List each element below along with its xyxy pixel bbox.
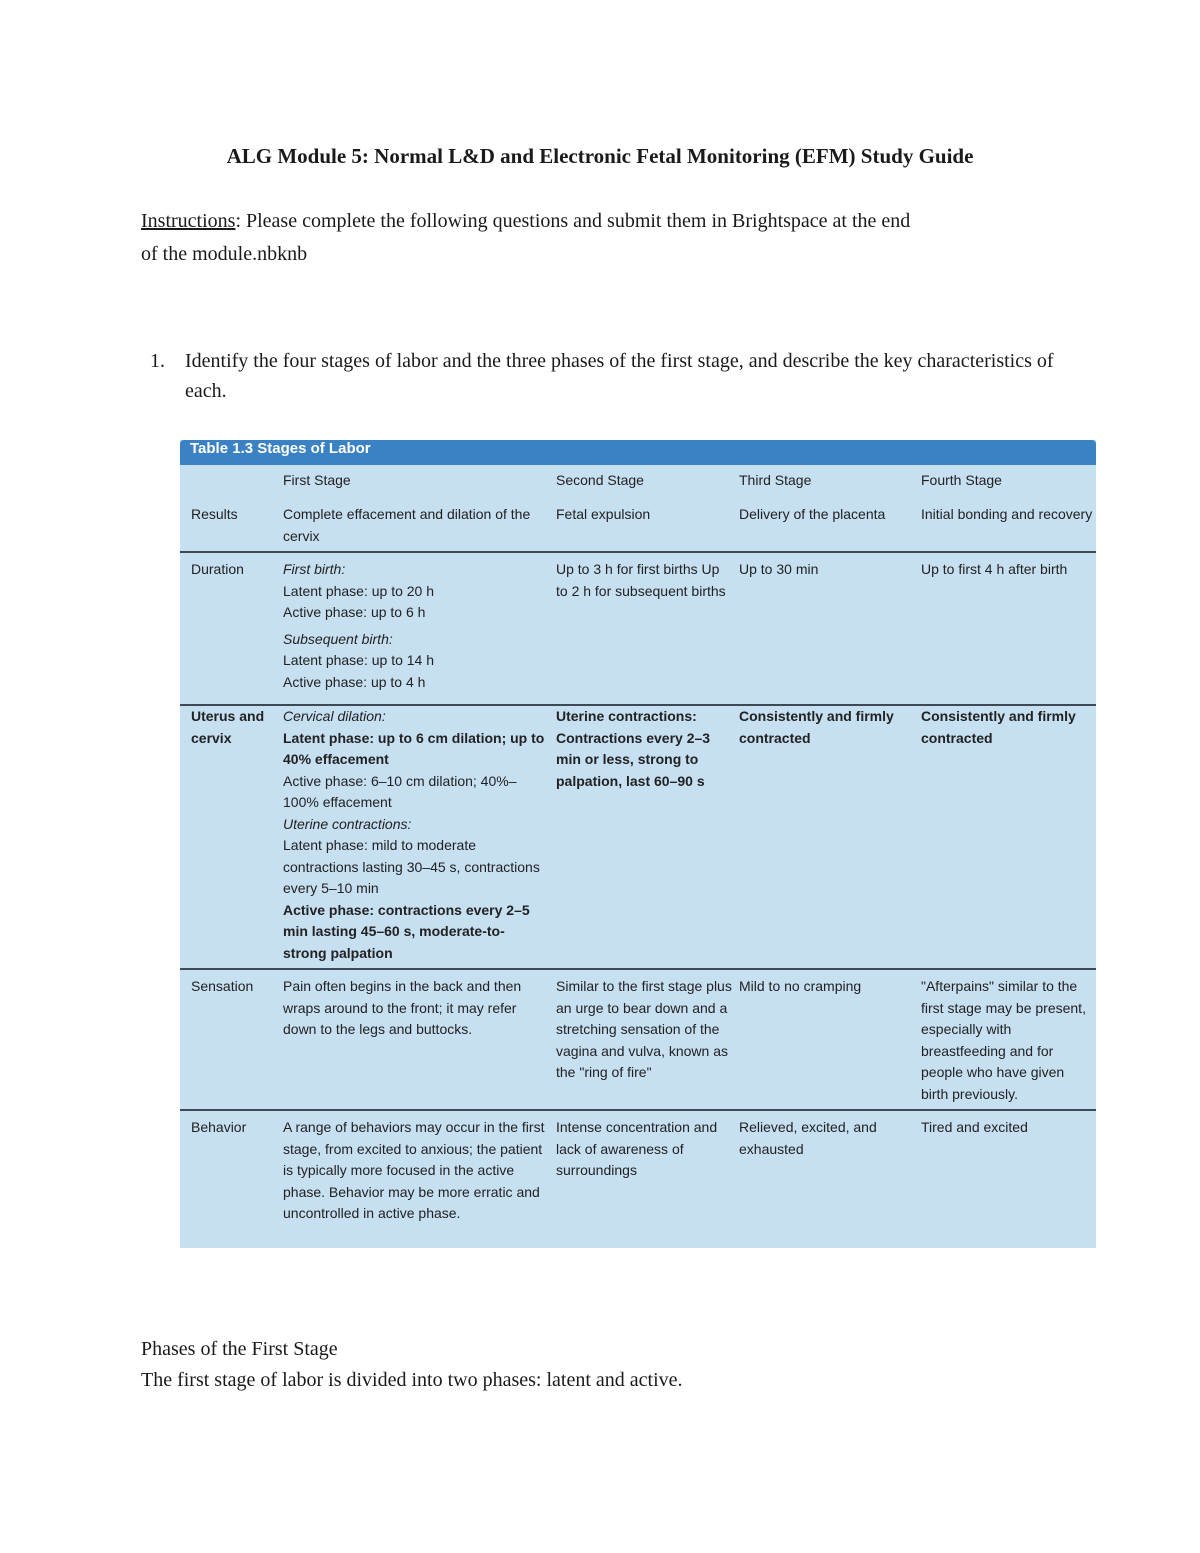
results-second: Fetal expulsion <box>556 506 651 522</box>
uterus-fourth: Consistently and firmly contracted <box>921 708 1076 746</box>
table-header-row <box>180 469 1096 553</box>
uterus-first-line2: Active phase: 6–10 cm dilation; 40%–100% effacement <box>283 772 517 810</box>
header-third-stage: Third Stage <box>739 472 812 488</box>
row-label-uterus: Uterus and cervix <box>191 708 265 746</box>
question-1 <box>150 346 1060 406</box>
stages-of-labor-table <box>180 440 1096 1248</box>
question-text: Identify the four stages of labor and the three phases of the first stage, and describe the key characteristics of each. <box>185 350 1054 402</box>
duration-fourth: Up to first 4 h after birth <box>921 561 1068 577</box>
row-label-behavior: Behavior <box>191 1119 247 1135</box>
sensation-fourth: "Afterpains" similar to the first stage may be present, especially with breastfeeding and for people who have given birth previously. <box>921 978 1086 1102</box>
sensation-third: Mild to no cramping <box>739 978 862 994</box>
row-label-results: Results <box>191 506 238 522</box>
duration-first-line2: Active phase: up to 6 h <box>283 604 426 620</box>
table-title: Table 1.3 Stages of Labor <box>180 440 1096 465</box>
uterus-first-line3: Latent phase: mild to moderate contractions lasting 30–45 s, contractions every 5–10 min <box>283 837 540 896</box>
uterus-third: Consistently and firmly contracted <box>739 708 894 746</box>
results-first: Complete effacement and dilation of the cervix <box>283 506 531 544</box>
header-fourth-stage: Fourth Stage <box>921 472 1002 488</box>
instructions-text-line1: : Please complete the following questions and submit them in Brightspace at the end <box>235 210 911 232</box>
duration-first <box>283 559 548 693</box>
instructions-paragraph <box>141 205 1061 271</box>
uterus-first-line1: Latent phase: up to 6 cm dilation; up to 40% effacement <box>283 729 545 767</box>
uterus-first-heading2: Uterine contractions: <box>283 815 412 832</box>
header-first-stage: First Stage <box>283 472 351 488</box>
behavior-fourth: Tired and excited <box>921 1119 1028 1135</box>
duration-first-line4: Active phase: up to 4 h <box>283 673 426 690</box>
duration-third: Up to 30 min <box>739 561 819 577</box>
results-fourth: Initial bonding and recovery <box>921 506 1093 522</box>
phases-section <box>141 1334 1061 1396</box>
instructions-text-line2: of the module.nbknb <box>141 243 308 265</box>
uterus-second: Uterine contractions: Contractions every 2–3 min or less, strong to palpation, last 60–90 s <box>556 708 711 789</box>
results-third: Delivery of the placenta <box>739 506 886 522</box>
instructions-label: Instructions <box>141 210 236 232</box>
table-row-behavior <box>180 1111 1096 1248</box>
header-second-stage: Second Stage <box>556 472 644 488</box>
document-title: ALG Module 5: Normal L&D and Electronic Fetal Monitoring (EFM) Study Guide <box>226 144 974 168</box>
sensation-second: Similar to the first stage plus an urge to bear down and a stretching sensation of the vagina and vulva, known as the "ring of fire" <box>556 978 732 1080</box>
row-label-duration: Duration <box>191 561 244 577</box>
behavior-first: A range of behaviors may occur in the first stage, from excited to anxious; the patient is typically more focused in the active phase. Behavior may be more erratic and uncontrolled in active phase. <box>283 1119 545 1221</box>
duration-first-heading2: Subsequent birth: <box>283 630 393 647</box>
duration-second: Up to 3 h for first births Up to 2 h for subsequent births <box>556 561 726 599</box>
behavior-third: Relieved, excited, and exhausted <box>739 1119 877 1157</box>
phases-text: The first stage of labor is divided into two phases: latent and active. <box>141 1369 683 1391</box>
uterus-first <box>283 706 548 964</box>
duration-first-line1: Latent phase: up to 20 h <box>283 582 435 599</box>
table-row-uterus <box>180 706 1096 970</box>
table-row-duration <box>180 553 1096 706</box>
uterus-first-heading1: Cervical dilation: <box>283 708 386 724</box>
duration-first-heading1: First birth: <box>283 561 346 577</box>
question-number: 1. <box>150 350 165 372</box>
sensation-first: Pain often begins in the back and then wraps around to the front; it may refer down to the legs and buttocks. <box>283 978 522 1037</box>
row-label-sensation: Sensation <box>191 978 254 994</box>
phases-heading: Phases of the First Stage <box>141 1338 338 1360</box>
uterus-first-line4: Active phase: contractions every 2–5 min lasting 45–60 s, moderate-to-strong palpation <box>283 901 530 961</box>
table-row-sensation <box>180 970 1096 1111</box>
duration-first-line3: Latent phase: up to 14 h <box>283 652 435 668</box>
behavior-second: Intense concentration and lack of awareness of surroundings <box>556 1119 718 1178</box>
